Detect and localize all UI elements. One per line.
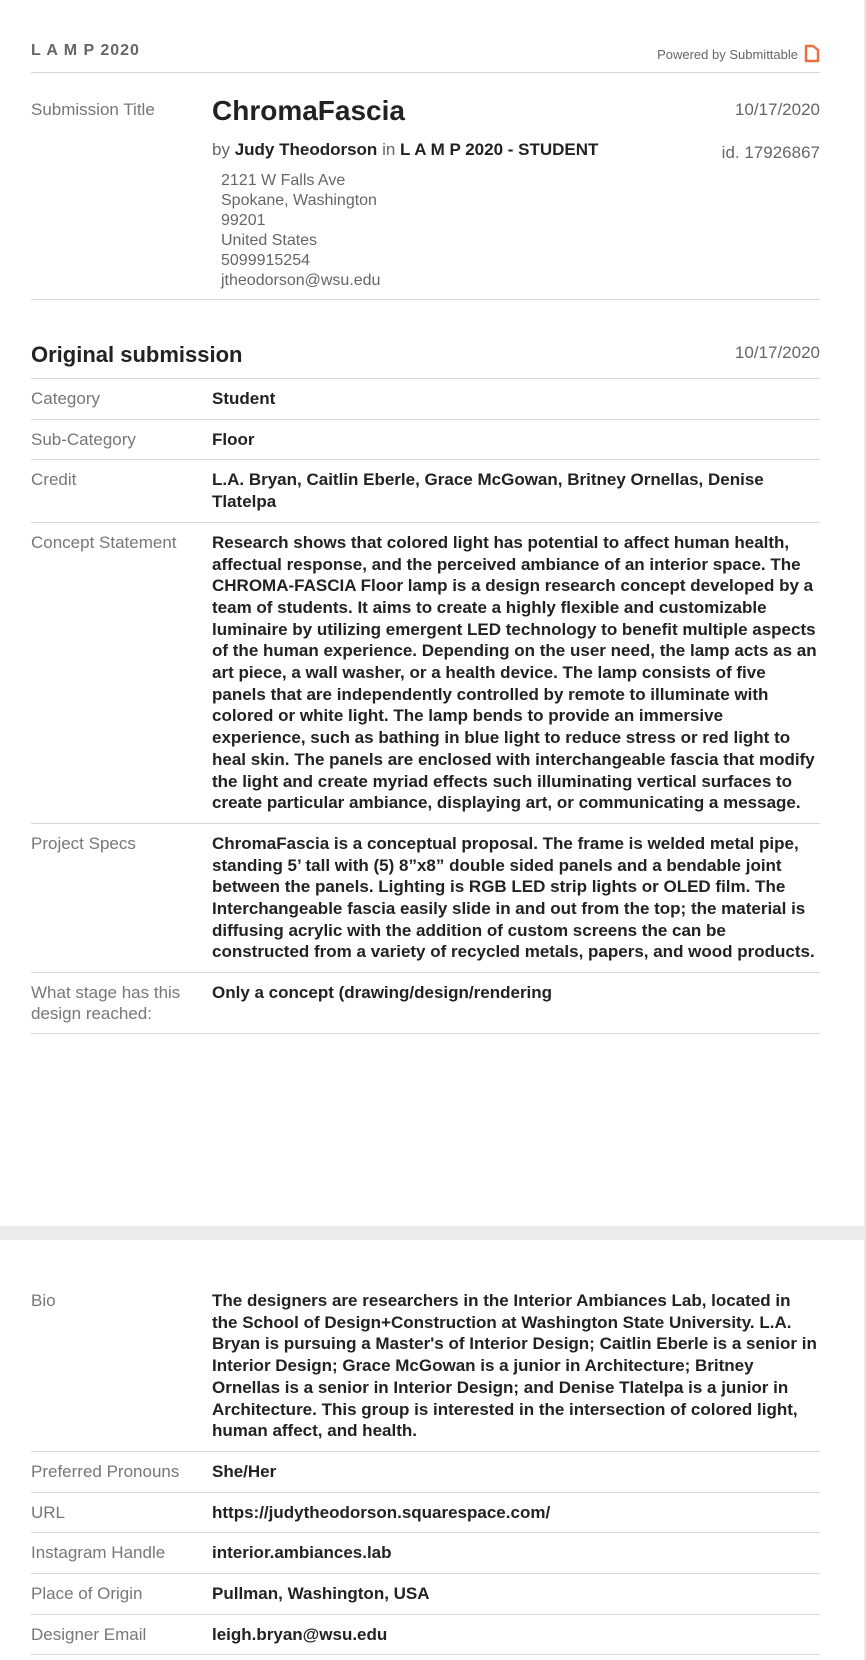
email-address[interactable]: jtheodorson@wsu.edu xyxy=(221,272,381,289)
address-line: United States xyxy=(221,232,318,249)
submission-title: ChromaFascia xyxy=(212,95,405,126)
field-value: ChromaFascia is a conceptual proposal. The frame is welded metal pipe, standing 5’ tall with (5) 8”x8” double sided panels and a bendable joint between the panels. Lighting is RGB LED strip lights or OLED film. The Interchangeable fascia easily slide in and out from the top; the material is diffusing acrylic with the addition of custom screens the can be constructed from a variety of recycled metals, papers, and wood products. xyxy=(212,833,815,962)
submittable-logo-icon[interactable] xyxy=(804,43,820,66)
field-value: interior.ambiances.lab xyxy=(212,1543,392,1563)
field-value: Floor xyxy=(212,429,255,449)
powered-by[interactable] xyxy=(657,43,820,66)
field-label: What stage has this design reached: xyxy=(31,983,181,1024)
email-link[interactable]: leigh.bryan@wsu.edu xyxy=(212,1624,388,1644)
field-value: L.A. Bryan, Caitlin Eberle, Grace McGowan, Britney Ornellas, Denise Tlatelpa xyxy=(212,470,764,512)
field-label: Place of Origin xyxy=(31,1584,143,1604)
by-prefix: by xyxy=(212,140,230,159)
address-line: 99201 xyxy=(221,212,266,229)
address-block xyxy=(221,171,380,291)
powered-by-label[interactable]: Powered by Submittable xyxy=(657,47,798,62)
field-value: She/Her xyxy=(212,1461,277,1481)
field-row xyxy=(31,1493,820,1534)
field-value: Research shows that colored light has potential to affect human health, affectual response, and the perceived ambiance of an interior space. The CHROMA-FASCIA Floor lamp is a design research concept developed by a team of students. It aims to create a highly flexible and customizable luminaire by utilizing emergent LED technology to benefit multiple aspects of the human experience. Depending on the user need, the lamp acts as an art piece, a wall washer, or a health device. The lamp consists of five panels that are independently controlled by remote to illuminate with colored or white light. The lamp bends to provide an immersive experience, such as bathing in blue light to reduce stress or red light to heal skin. The panels are enclosed with interchangeable fascia that modify the light and create myriad effects such illuminating vertical surfaces to create particular ambiance, displaying art, or communicating a message. xyxy=(212,532,817,813)
profile-field-list xyxy=(31,1281,820,1655)
field-row xyxy=(31,1281,820,1452)
section-heading: Original submission xyxy=(31,342,243,367)
field-row xyxy=(31,973,820,1034)
field-label: Credit xyxy=(31,470,77,490)
address-line: Spokane, Washington xyxy=(221,192,377,209)
field-label: URL xyxy=(31,1502,66,1522)
field-row xyxy=(31,824,820,973)
phone-number: 5099915254 xyxy=(221,252,310,269)
field-row xyxy=(31,379,820,420)
field-row xyxy=(31,420,820,461)
url-link[interactable]: https://judytheodorson.squarespace.com/ xyxy=(212,1502,551,1522)
field-row xyxy=(31,1452,820,1493)
section-date: 10/17/2020 xyxy=(734,343,820,362)
submission-byline xyxy=(212,140,598,160)
field-row xyxy=(31,460,820,522)
field-row xyxy=(31,1574,820,1615)
field-row xyxy=(31,1533,820,1574)
field-value: Pullman, Washington, USA xyxy=(212,1584,430,1604)
field-list xyxy=(31,378,820,1034)
brand-title: L A M P 2020 xyxy=(31,42,140,59)
submission-date: 10/17/2020 xyxy=(734,100,820,119)
field-label: Instagram Handle xyxy=(31,1543,166,1563)
author-name[interactable]: Judy Theodorson xyxy=(234,140,378,159)
address-line: 2121 W Falls Ave xyxy=(221,172,346,189)
submission-id: id. 17926867 xyxy=(721,143,820,162)
field-label: Category xyxy=(31,389,100,408)
submission-summary xyxy=(31,95,820,300)
field-label: Project Specs xyxy=(31,833,136,853)
field-row xyxy=(31,1615,820,1656)
field-label: Concept Statement xyxy=(31,532,177,552)
field-value: Student xyxy=(212,389,276,408)
submission-title-label: Submission Title xyxy=(31,100,155,119)
program-name[interactable]: L A M P 2020 - STUDENT xyxy=(400,140,599,159)
field-label: Designer Email xyxy=(31,1624,147,1644)
section-divider-band xyxy=(0,1226,866,1240)
in-word: in xyxy=(382,140,396,159)
field-value: The designers are researchers in the Interior Ambiances Lab, located in the School of Design+Construction at Washington State University. L.A. Bryan is pursuing a Master's of Interior Design; Caitlin Eberle is a senior in Interior Design; Grace McGowan is a junior in Architecture; Britney Ornellas is a senior in Interior Design; and Denise Tlatelpa is a junior in Architecture. This group is interested in the intersection of colored light, human affect, and health. xyxy=(212,1291,817,1441)
header xyxy=(31,36,820,73)
field-label: Bio xyxy=(31,1291,56,1310)
field-label: Sub-Category xyxy=(31,429,136,449)
field-label: Preferred Pronouns xyxy=(31,1461,180,1481)
field-value: Only a concept (drawing/design/rendering xyxy=(212,983,553,1003)
field-row xyxy=(31,523,820,824)
